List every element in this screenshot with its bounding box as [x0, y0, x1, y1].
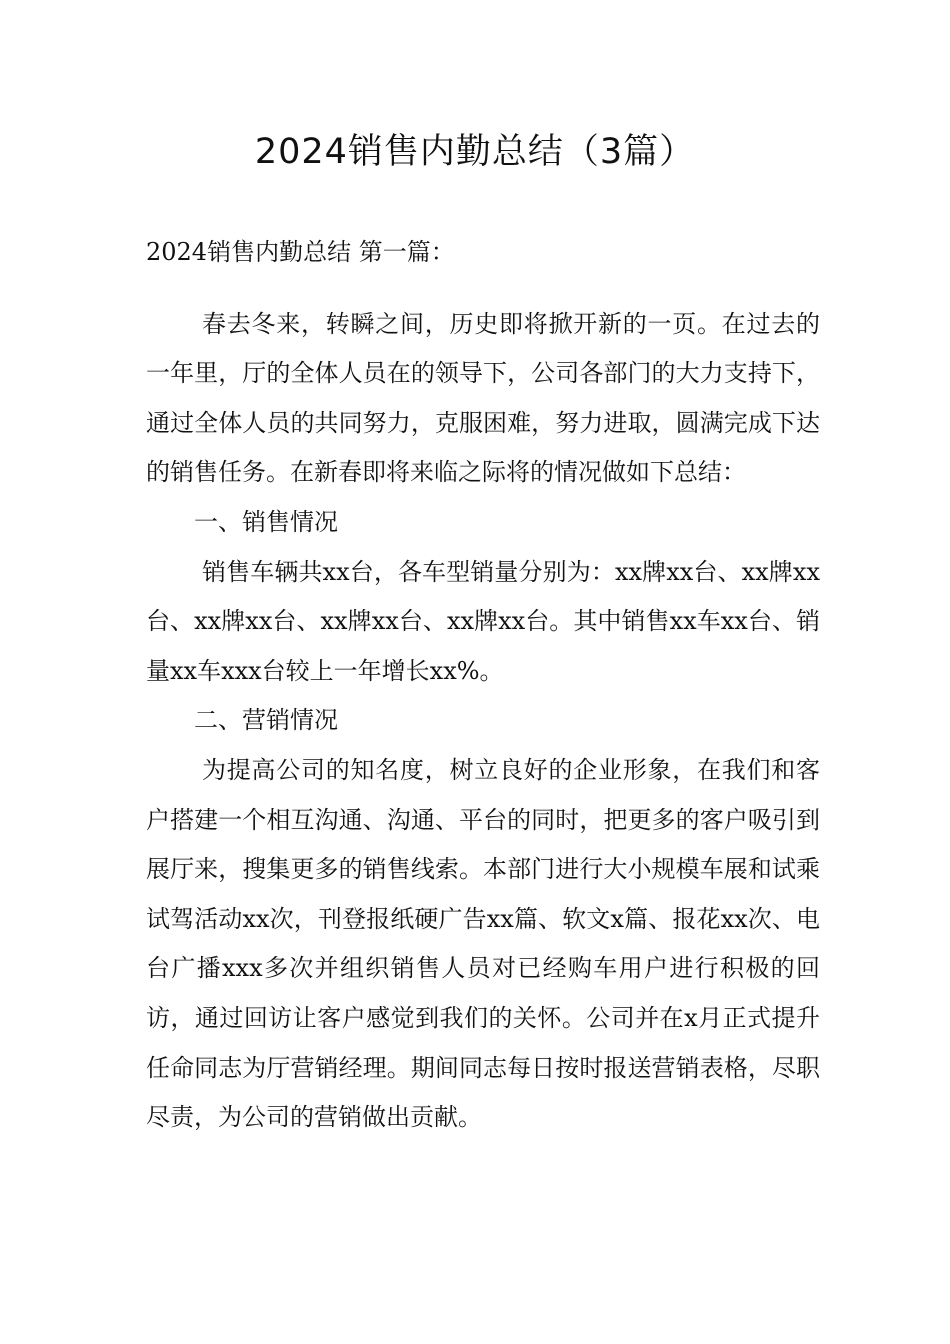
- section-heading-marketing: 二、营销情况: [194, 706, 338, 735]
- section-subtitle: 2024销售内勤总结 第一篇：: [146, 238, 455, 266]
- section-heading-sales: 一、销售情况: [194, 507, 338, 536]
- paragraph-marketing: 为提高公司的知名度，树立良好的企业形象，在我们和客户搭建一个相互沟通、沟通、平台的同时，把更多的客户吸引到展厅来，搜集更多的销售线索。本部门进行大小规模车展和试乘试驾活动xx次，刊登报纸硬广告xx篇、软文x篇、报花xx次、电台广播xxx多次并组织销售人员对已经购车用户进行积极的回访，通过回访让客户感觉到我们的关怀。公司并在x月正式提升任命同志为厅营销经理。期间同志每日按时报送营销表格，尽职尽责，为公司的营销做出贡献。: [146, 755, 820, 1132]
- paragraph-intro: 春去冬来，转瞬之间，历史即将掀开新的一页。在过去的一年里，厅的全体人员在的领导下，公司各部门的大力支持下，通过全体人员的共同努力，克服困难，努力进取，圆满完成下达的销售任务。在新春即将来临之际将的情况做如下总结：: [146, 309, 820, 487]
- document-body: [146, 228, 820, 1143]
- paragraph-sales: 销售车辆共xx台，各车型销量分别为：xx牌xx台、xx牌xx台、xx牌xx台、xx牌xx台、xx牌xx台。其中销售xx车xx台、销量xx车xxx台较上一年增长xx%。: [146, 557, 820, 685]
- document-title: 2024销售内勤总结（3篇）: [254, 132, 696, 172]
